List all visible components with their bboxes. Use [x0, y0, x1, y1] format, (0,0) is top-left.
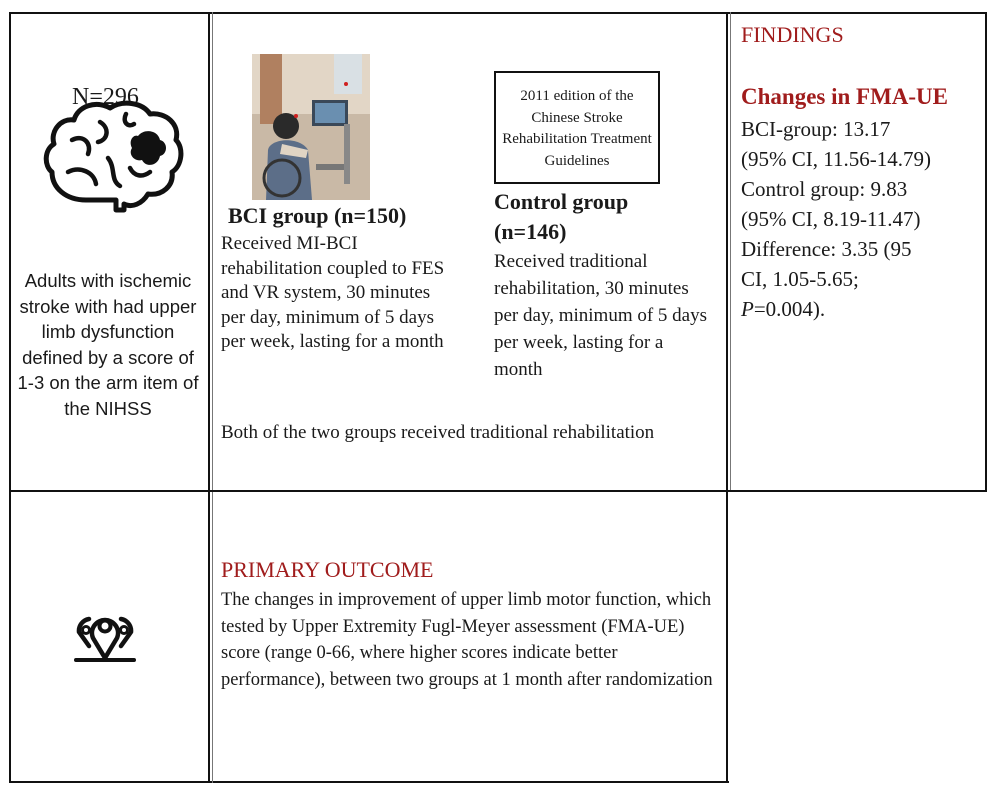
sample-size-label: N=296 [72, 84, 139, 110]
divider-col1b [212, 12, 213, 783]
population-description: Adults with ischemic stroke with had upper limb dysfunction defined by a score of 1-3 on the arm item of the NIHSS [17, 270, 199, 419]
patient-with-bci-system-photo [252, 54, 370, 200]
control-group-title: Control group (n=146) [494, 189, 629, 244]
divider-col1 [208, 12, 210, 783]
bci-group-title: BCI group (n=150) [228, 203, 407, 228]
difference-result: Difference: 3.35 (95 [741, 237, 912, 261]
bci-group-description: Received MI-BCI rehabilitation coupled to FES and VR system, 30 minutes per day, minimum of 5 days per week, lasting for a month [221, 233, 445, 352]
outcome-heading: PRIMARY OUTCOME [221, 557, 434, 582]
findings-subheading: Changes in FMA-UE [741, 84, 949, 109]
findings-heading: FINDINGS [741, 22, 844, 47]
divider-row [9, 490, 987, 492]
both-groups-note: Both of the two groups received traditional rehabilitation [221, 422, 655, 443]
brain-with-lesion-icon [38, 88, 188, 218]
outcome-description: The changes in improvement of upper limb motor function, which tested by Upper Extremity Fugl-Meyer assessment (FMA-UE) score (range 0-66, where higher scores indicate better performance), between two groups at 1 month after randomization [221, 590, 713, 690]
p-label: P [741, 297, 754, 321]
control-group-description: Received traditional rehabilitation, 30 minutes per day, minimum of 5 days per week, lasting for a month [494, 251, 708, 380]
divider-col2 [726, 12, 728, 783]
guideline-box [494, 71, 660, 184]
border-top [9, 12, 987, 14]
border-bottom [9, 781, 729, 783]
control-result: Control group: 9.83 [741, 177, 908, 201]
difference-ci: CI, 1.05-5.65; [741, 267, 859, 291]
bci-ci: (95% CI, 11.56-14.79) [741, 147, 931, 171]
p-value: =0.004). [753, 297, 826, 321]
findings-results [741, 114, 981, 324]
border-left [9, 12, 11, 783]
control-ci: (95% CI, 8.19-11.47) [741, 207, 921, 231]
border-right [985, 12, 987, 492]
divider-col2b [730, 12, 731, 492]
bci-result: BCI-group: 13.17 [741, 117, 891, 141]
map-pin-icon [72, 604, 138, 664]
guideline-box-text: 2011 edition of the Chinese Stroke Rehabilitation Treatment Guidelines [502, 88, 652, 169]
p-value-line [741, 294, 981, 324]
